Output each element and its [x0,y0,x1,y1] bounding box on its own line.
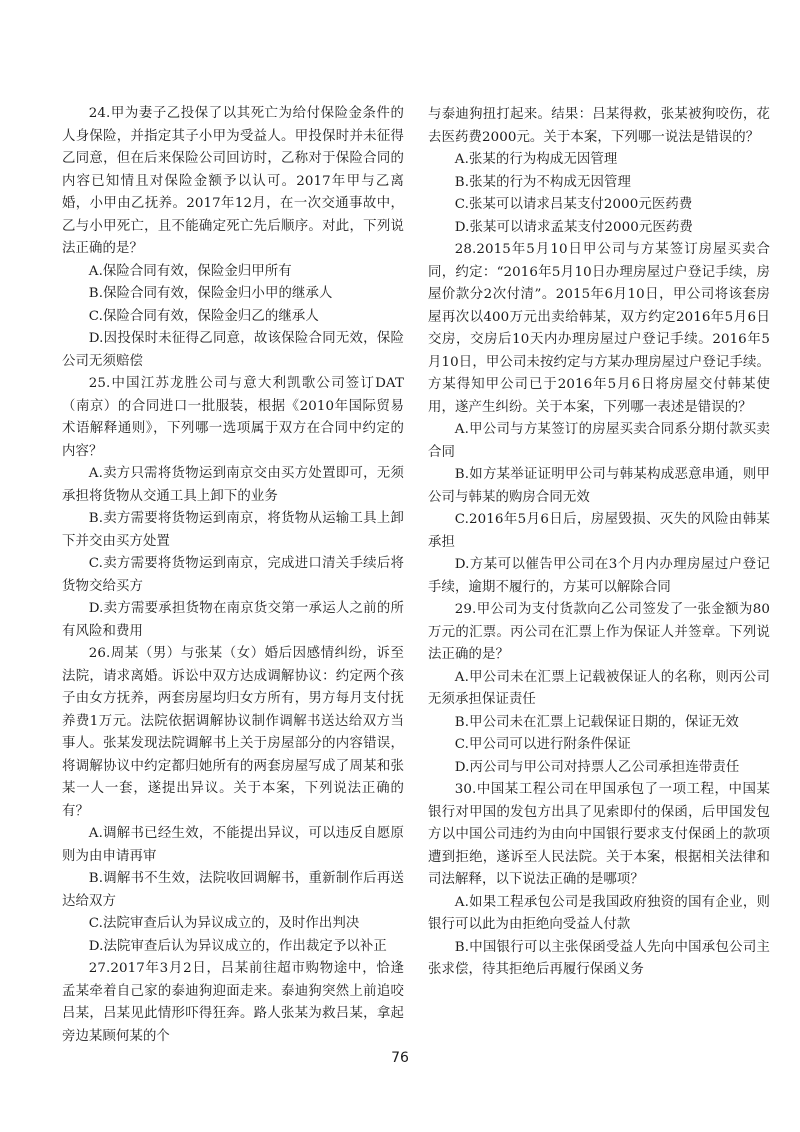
answer-option: A.甲公司未在汇票上记载被保证人的名称，则丙公司无须承担保证责任 [428,669,770,707]
question-stem: 25.中国江苏龙胜公司与意大利凯歌公司签订DAT（南京）的合同进口一批服装，根据《2010年国际贸易术语解释通则》，下列哪一选项属于双方在合同中约定的内容？ [62,376,404,459]
answer-option: A.卖方只需将货物运到南京交由买方处置即可，无须承担将货物从交通工具上卸下的业务 [62,466,404,504]
question-stem: 29.甲公司为支付货款向乙公司签发了一张金额为80万元的汇票。丙公司在汇票上作为保证人并签章。下列说法正确的是？ [428,602,770,662]
page-number: 76 [391,1050,409,1066]
answer-option: C.甲公司可以进行附条件保证 [454,737,631,752]
answer-option: B.中国银行可以主张保函受益人先向中国承包公司主张求偿，待其拒绝后再履行保函义务 [428,939,770,977]
answer-option: D.张某可以请求孟某支付2000元医药费 [454,219,693,235]
answer-option: D.因投保时未征得乙同意，故该保险合同无效，保险公司无须赔偿 [62,331,404,369]
right-column [428,104,770,982]
answer-option: D.方某可以催告甲公司在3个月内办理房屋过户登记手续，逾期不履行的，方某可以解除合同 [428,557,770,595]
answer-option: B.保险合同有效，保险金归小甲的继承人 [88,286,333,301]
answer-option: A.甲公司与方某签订的房屋买卖合同系分期付款买卖合同 [428,422,770,460]
answer-option: C.张某可以请求吕某支付2000元医药费 [454,197,693,212]
question-stem: 27.2017年3月2日，吕某前往超市购物途中，恰逢孟某牵着自己家的泰迪狗迎面走来。泰迪狗突然上前追咬吕某，吕某见此情形吓得狂奔。路人张某为救吕某，拿起旁边某顾何某的个 [62,961,404,1044]
answer-option: B.调解书不生效，法院收回调解书，重新制作后再送达给双方 [62,871,404,909]
answer-option: D.法院审查后认为异议成立的，作出裁定予以补正 [88,938,387,954]
answer-option: B.卖方需要将货物运到南京，将货物从运输工具上卸下并交由买方处置 [62,511,404,549]
question-stem: 24.甲为妻子乙投保了以其死亡为给付保险金条件的人身保险，并指定其子小甲为受益人。甲投保时并未征得乙同意，但在后来保险公司回访时，乙称对于保险合同的内容已知情且对保险金额予以认可。2017年甲与乙离婚，小甲由乙抚养。2017年12月，在一次交通事故中，乙与小甲死亡，且不能确定死亡先后顺序。对此，下列说法正确的是？ [62,106,404,256]
answer-option: A.调解书已经生效，不能提出异议，可以违反自愿原则为由申请再审 [62,826,404,864]
answer-option: B.甲公司未在汇票上记载保证日期的，保证无效 [454,714,739,730]
answer-option: C.卖方需要将货物运到南京，完成进口清关手续后将货物交给买方 [62,556,404,594]
answer-option: C.2016年5月6日后，房屋毁损、灭失的风险由韩某承担 [428,512,770,550]
answer-option: D.卖方需要承担货物在南京货交第一承运人之前的所有风险和费用 [62,601,404,639]
question-stem: 30.中国某工程公司在甲国承包了一项工程，中国某银行对甲国的发包方出具了见索即付的保函，后甲国发包方以中国公司违约为由向中国银行要求支付保函上的款项遭到拒绝，遂诉至人民法院。关于本案，根据相关法律和司法解释，以下说法正确的是哪项？ [428,782,770,887]
answer-option: A.张某的行为构成无因管理 [454,152,618,167]
answer-option: C.法院审查后认为异议成立的，及时作出判决 [88,916,360,931]
left-column [62,103,404,1048]
answer-option: B.张某的行为不构成无因管理 [454,174,631,190]
answer-option: A.如果工程承包公司是我国政府独资的国有企业，则银行可以此为由拒绝向受益人付款 [428,894,770,932]
answer-option: C.保险合同有效，保险金归乙的继承人 [88,308,319,324]
answer-option: A.保险合同有效，保险金归甲所有 [88,263,292,279]
answer-option: B.如方某举证证明甲公司与韩某构成恶意串通，则甲公司与韩某的购房合同无效 [428,467,770,505]
question-stem-continued: 与泰迪狗扭打起来。结果：吕某得救，张某被狗咬伤，花去医药费2000元。关于本案，下列哪一说法是错误的？ [428,107,770,145]
question-stem: 28.2015年5月10日甲公司与方某签订房屋买卖合同，约定：“2016年5月10日办理房屋过户登记手续，房屋价款分2次付清”。2015年6月10日，甲公司将该套房屋再次以400万元出卖给韩某，双方约定2016年5月6日交房，交房后10天内办理房屋过户登记手续。2016年5月10日，甲公司未按约定与方某办理房屋过户登记手续。方某得知甲公司已于2016年5月6日将房屋交付韩某使用，遂产生纠纷。关于本案，下列哪一表述是错误的？ [428,242,770,415]
answer-option: D.丙公司与甲公司对持票人乙公司承担连带责任 [454,759,740,775]
question-stem: 26.周某（男）与张某（女）婚后因感情纠纷，诉至法院，请求离婚。诉讼中双方达成调解协议：约定两个孩子由女方抚养，两套房屋均归女方所有，男方每月支付抚养费1万元。法院依据调解协议制作调解书送达给双方当事人。张某发现法院调解书上关于房屋部分的内容错误，将调解协议中约定都归她所有的两套房屋写成了周某和张某一人一套，遂提出异议。关于本案，下列说法正确的有？ [62,646,404,819]
